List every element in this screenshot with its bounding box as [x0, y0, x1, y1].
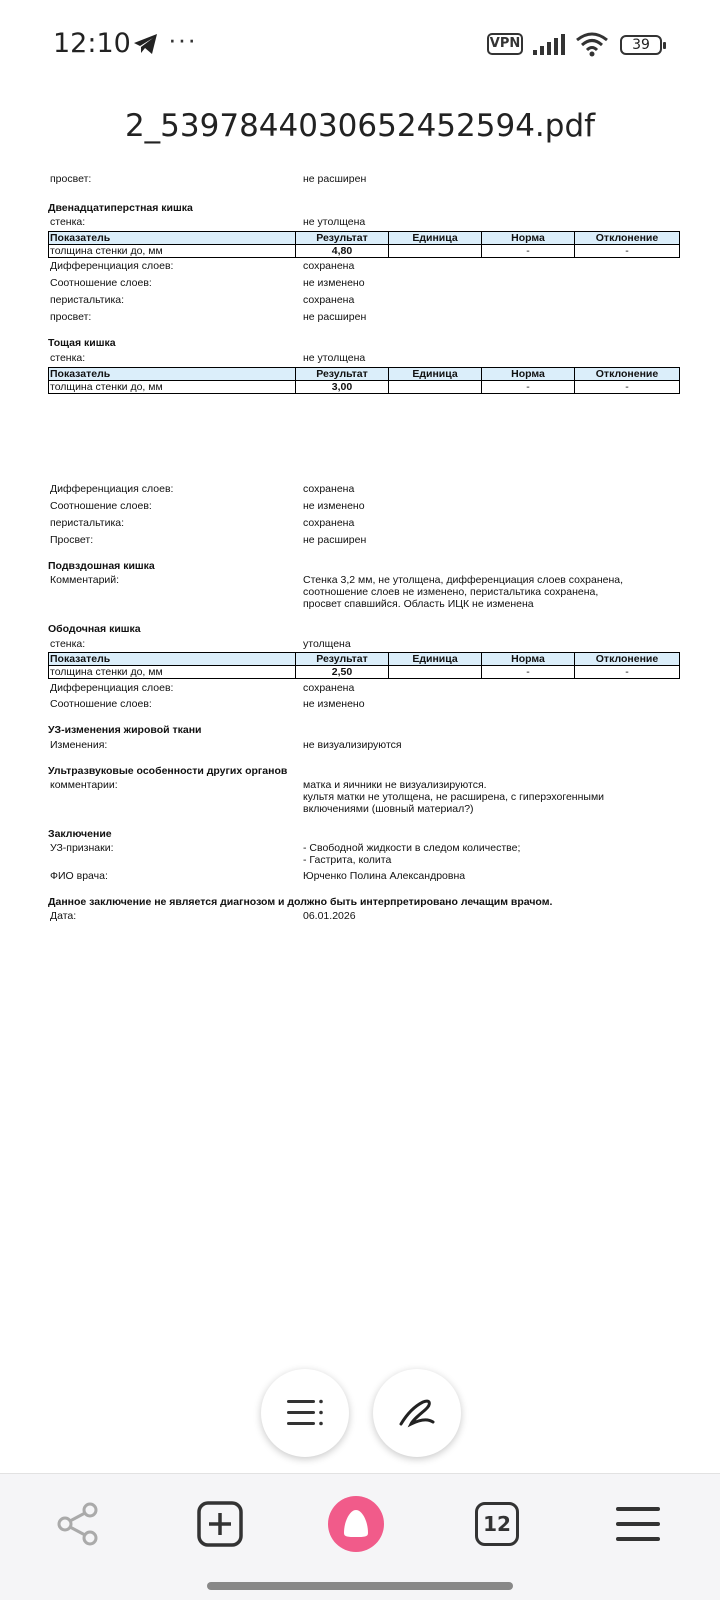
list-item: Дифференциация слоев: сохранена: [50, 260, 355, 272]
disclaimer: Данное заключение не является диагнозом и должно быть интерпретировано лечащим врачом.: [48, 896, 553, 908]
section-ileum-title: Подвздошная кишка: [48, 560, 155, 572]
bottom-navigation: [0, 1473, 720, 1600]
table-row: толщина стенки до, мм 4,80 - -: [49, 245, 680, 258]
new-tab-button[interactable]: [190, 1496, 250, 1552]
home-indicator[interactable]: [207, 1582, 513, 1590]
jejunum-wall-row: стенка: не утолщена: [50, 352, 366, 364]
fat-row: Изменения: не визуализируются: [50, 739, 402, 751]
telegram-icon: [133, 33, 159, 60]
table-header-row: Показатель Результат Единица Норма Отклонение: [49, 232, 680, 245]
share-icon: [55, 1501, 101, 1547]
jejunum-table: [48, 367, 680, 394]
section-conclusion-title: Заключение: [48, 828, 112, 840]
list-item: Просвет: не расширен: [50, 534, 367, 546]
tabs-button[interactable]: [467, 1496, 527, 1552]
list-item: Дифференциация слоев: сохранена: [50, 682, 355, 694]
section-jejunum-title: Тощая кишка: [48, 337, 116, 349]
duodenum-table: [48, 231, 680, 258]
list-item: Соотношение слоев: не изменено: [50, 500, 365, 512]
table-row: толщина стенки до, мм 3,00 - -: [49, 381, 680, 394]
duodenum-wall-row: стенка: не утолщена: [50, 216, 366, 228]
list-item: просвет: не расширен: [50, 311, 367, 323]
section-fat-title: УЗ-изменения жировой ткани: [48, 724, 202, 736]
table-header-row: Показатель Результат Единица Норма Отклонение: [49, 653, 680, 666]
hamburger-menu-icon: [614, 1505, 662, 1543]
ileum-comment-row: Комментарий: Стенка 3,2 мм, не утолщена, дифференциация слоев сохранена, соотношение слоев не изменено, перистальтика сохранена, просвет спавшийся. Область ИЦК не изменена: [50, 574, 624, 610]
status-bar: [0, 0, 720, 90]
battery-icon: 39: [620, 35, 662, 55]
list-item: Дифференциация слоев: сохранена: [50, 483, 355, 495]
list-item: Соотношение слоев: не изменено: [50, 698, 365, 710]
list-item: Соотношение слоев: не изменено: [50, 277, 365, 289]
section-other-organs-title: Ультразвуковые особенности других органов: [48, 765, 288, 777]
table-row: толщина стенки до, мм 2,50 - -: [49, 666, 680, 679]
annotate-button[interactable]: [373, 1369, 461, 1457]
alice-assistant-icon: [327, 1495, 385, 1553]
list-item: перистальтика: сохранена: [50, 517, 355, 529]
section-colon-title: Ободочная кишка: [48, 623, 141, 635]
signal-icon: [533, 34, 565, 61]
colon-wall-row: стенка: утолщена: [50, 638, 351, 650]
document-title: 2_5397844030652452594.pdf: [124, 108, 596, 144]
colon-table: [48, 652, 680, 679]
menu-button[interactable]: [608, 1496, 668, 1552]
alice-button[interactable]: [326, 1496, 386, 1552]
section-duodenum-title: Двенадцатиперстная кишка: [48, 202, 193, 214]
conclusion-signs-row: УЗ-признаки: - Свободной жидкости в следом количестве; - Гастрита, колита: [50, 842, 521, 866]
other-organs-row: комментарии: матка и яичники не визуализируются. культя матки не утолщена, не расширена, с гиперэхогенными включениями (шовный материал?): [50, 779, 605, 815]
list-item: перистальтика: сохранена: [50, 294, 355, 306]
plus-square-icon: [196, 1500, 244, 1548]
list-icon: [285, 1398, 325, 1428]
tabs-count-badge: 12: [475, 1502, 519, 1546]
more-notifications-icon: ···: [168, 24, 197, 54]
vpn-icon: VPN: [487, 33, 523, 55]
wifi-icon: [575, 31, 609, 62]
status-time: 12:10: [53, 28, 131, 59]
table-header-row: Показатель Результат Единица Норма Отклонение: [49, 368, 680, 381]
date-row: Дата: 06.01.2026: [50, 910, 356, 922]
doctor-row: ФИО врача: Юрченко Полина Александровна: [50, 870, 466, 882]
signature-icon: [397, 1396, 437, 1430]
share-button[interactable]: [48, 1496, 108, 1552]
cut-off-row: просвет: не расширен: [50, 176, 367, 185]
contents-button[interactable]: [261, 1369, 349, 1457]
